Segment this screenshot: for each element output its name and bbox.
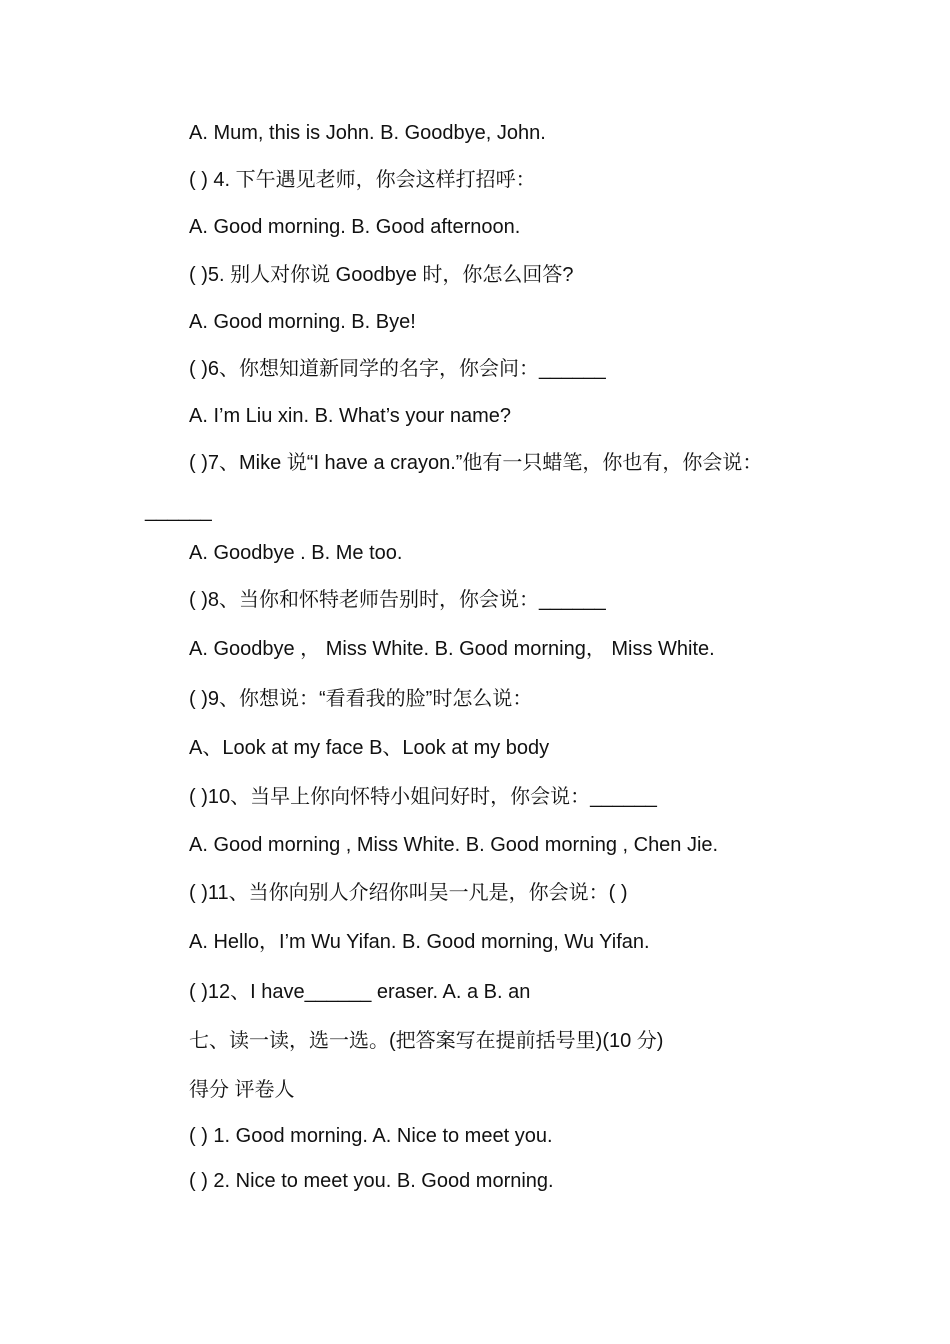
score-label: 得分 评卷人 bbox=[189, 1079, 295, 1101]
option-line: A、Look at my face B、Look at my body bbox=[189, 737, 550, 759]
option-line: A. Good morning. B. Bye! bbox=[189, 311, 416, 333]
matching-item: ( ) 2. Nice to meet you. B. Good morning. bbox=[189, 1170, 554, 1192]
option-line: A. Goodbye . B. Me too. bbox=[189, 542, 403, 564]
option-line: A. Good morning , Miss White. B. Good morning , Chen Jie. bbox=[189, 834, 719, 856]
question-line: ( )7、Mike 说“I have a crayon.”他有一只蜡笔，你也有，你会说： bbox=[189, 452, 763, 474]
question-line: ( )12、I have______ eraser. A. a B. an bbox=[189, 981, 531, 1003]
option-line: A. Goodbye ， Miss White. B. Good morning， Miss White. bbox=[189, 638, 715, 660]
question-line: ( )9、你想说：“看看我的脸”时怎么说： bbox=[189, 688, 533, 710]
question-line: ( )5. 别人对你说 Goodbye 时，你怎么回答? bbox=[189, 264, 574, 286]
question-line: ( ) 4. 下午遇见老师，你会这样打招呼： bbox=[189, 169, 536, 191]
answer-blank: ______ bbox=[145, 500, 212, 522]
question-line: ( )6、你想知道新同学的名字，你会问：______ bbox=[189, 358, 606, 380]
question-line: ( )10、当早上你向怀特小姐问好时，你会说：______ bbox=[189, 786, 657, 808]
question-line: ( )8、当你和怀特老师告别时，你会说：______ bbox=[189, 589, 606, 611]
section-heading: 七、读一读，选一选。(把答案写在提前括号里)(10 分) bbox=[189, 1030, 664, 1052]
option-line: A. Mum, this is John. B. Goodbye, John. bbox=[189, 122, 546, 144]
option-line: A. Good morning. B. Good afternoon. bbox=[189, 216, 521, 238]
option-line: A. I’m Liu xin. B. What’s your name? bbox=[189, 405, 511, 427]
matching-item: ( ) 1. Good morning. A. Nice to meet you. bbox=[189, 1125, 553, 1147]
option-line: A. Hello，I’m Wu Yifan. B. Good morning, Wu Yifan. bbox=[189, 931, 650, 953]
question-line: ( )11、当你向别人介绍你叫吴一凡是，你会说：( ) bbox=[189, 882, 628, 904]
